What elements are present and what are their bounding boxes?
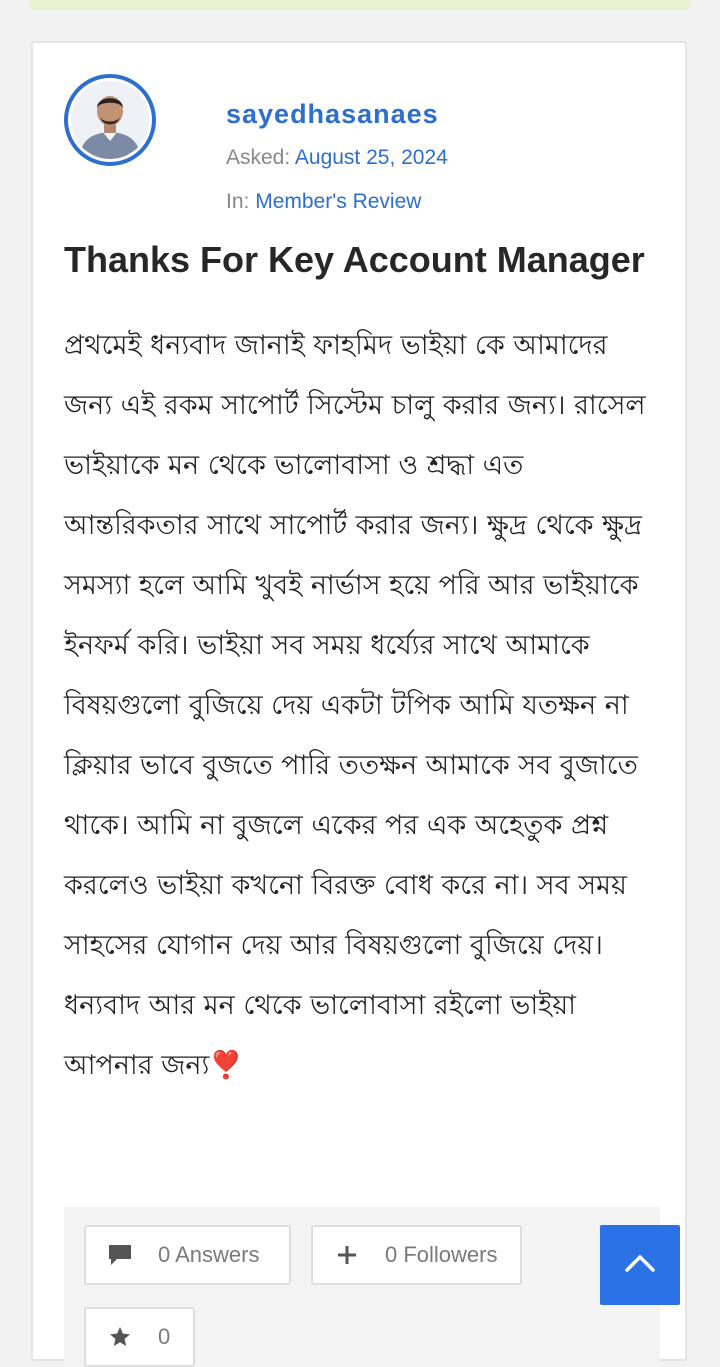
star-icon [106, 1323, 134, 1351]
favorite-count-label: 0 [158, 1324, 171, 1349]
asked-label: Asked: [226, 146, 291, 169]
author-avatar[interactable] [64, 74, 156, 166]
category-label: In: [226, 190, 250, 213]
category-line [226, 190, 421, 214]
plus-icon [333, 1241, 361, 1269]
followers-count-label: 0 Followers [385, 1242, 498, 1267]
avatar-photo [71, 81, 149, 159]
author-username[interactable]: sayedhasanaes [226, 99, 439, 129]
asked-date-line [226, 146, 448, 170]
question-actions-bar [64, 1207, 660, 1367]
answers-count-label: 0 Answers [158, 1242, 260, 1267]
asked-date-link[interactable]: August 25, 2024 [294, 146, 448, 169]
question-body: প্রথমেই ধন্যবাদ জানাই ফাহমিদ ভাইয়া কে আমাদের জন্য এই রকম সাপোর্ট সিস্টেম চালু করার জন্য। রাসেল ভাইয়াকে মন থেকে ভালোবাসা ও শ্রদ্ধা এত আন্তরিকতার সাথে সাপোর্ট করার জন্য। ক্ষুদ্র থেকে ক্ষুদ্র সমস্যা হলে আমি খুবই নার্ভাস হয়ে পরি আর ভাইয়াকে ইনফর্ম করি। ভাইয়া সব সময় ধর্য্যের সাথে আমাকে বিষয়গুলো বুজিয়ে দেয় একটা টপিক আমি যতক্ষন না ক্লিয়ার ভাবে বুজতে পারি ততক্ষন আমাকে সব বুজাতে থাকে। আমি না বুজলে একের পর এক অহেতুক প্রশ্ন করলেও ভাইয়া কখনো বিরক্ত বোধ করে না। সব সময় সাহসের যোগান দেয় আর বিষয়গুলো বুজিয়ে দেয়। ধন্যবাদ আর মন থেকে ভালোবাসা রইলো ভাইয়া আপনার জন্য❣️ [64, 330, 646, 1081]
category-link[interactable]: Member's Review [255, 190, 422, 213]
scroll-to-top-button[interactable] [600, 1225, 680, 1305]
question-card [31, 41, 687, 1361]
favorite-button[interactable] [84, 1307, 195, 1367]
follow-button[interactable] [311, 1225, 522, 1285]
answers-button[interactable] [84, 1225, 291, 1285]
chevron-up-icon [624, 1253, 656, 1277]
top-banner-strip [30, 0, 690, 10]
question-title[interactable]: Thanks For Key Account Manager [64, 239, 645, 280]
comment-icon [106, 1241, 134, 1269]
